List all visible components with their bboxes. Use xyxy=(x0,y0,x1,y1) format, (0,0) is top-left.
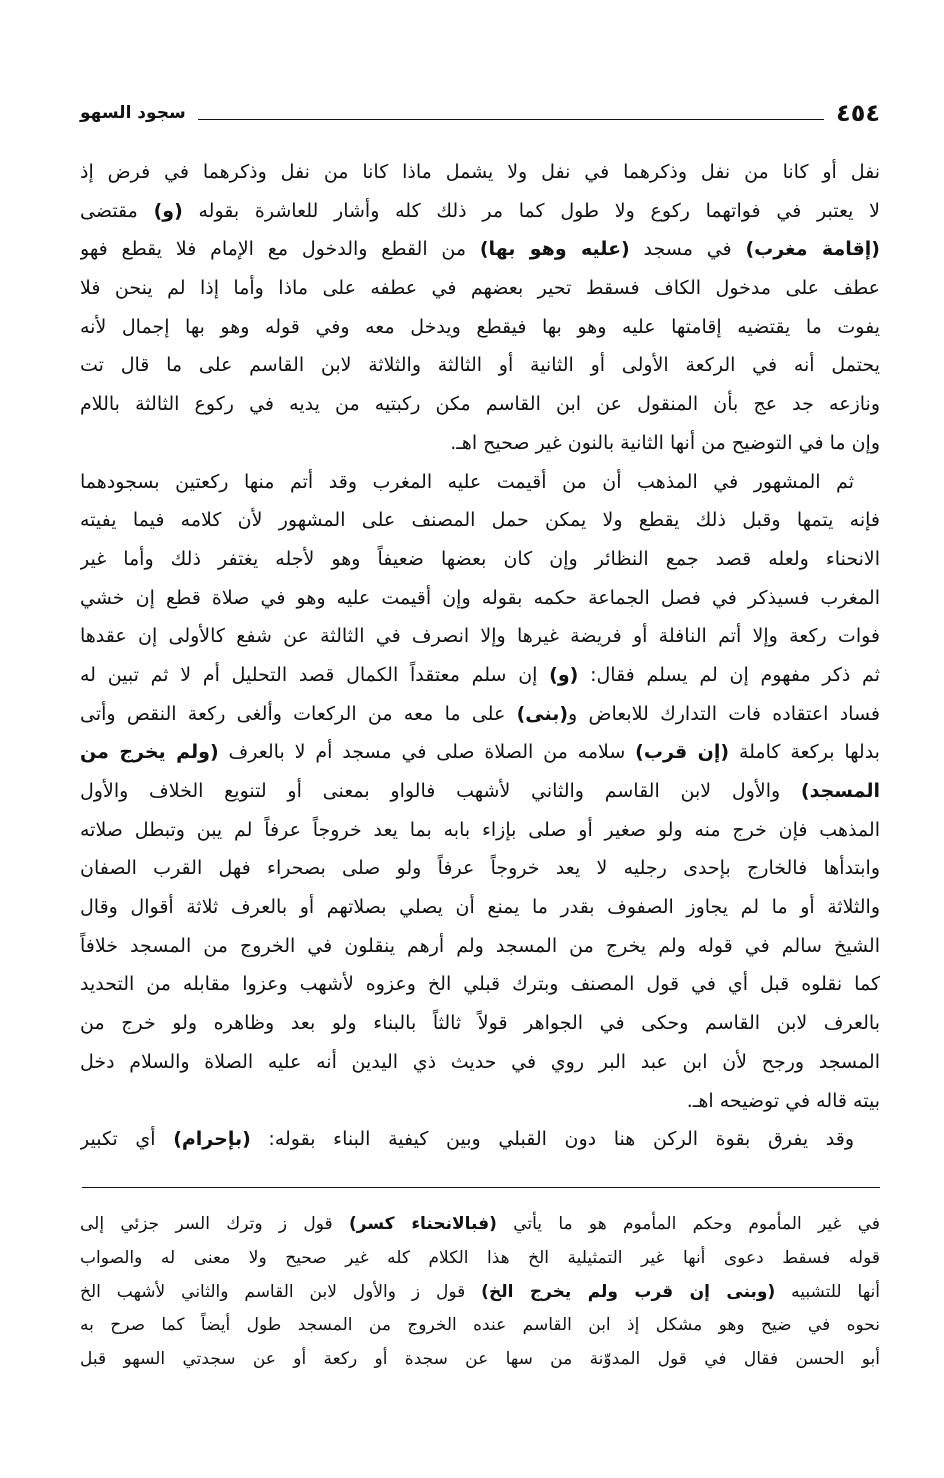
text-line xyxy=(80,385,880,424)
commentary-text: وابتدأها فالخارج بإحدى رجليه لا يعد خروجاً عرفاً ولو صلى بصحراء فهل القرب الصفان xyxy=(80,857,880,880)
text-line xyxy=(80,230,880,269)
commentary-text: والأول لابن القاسم والثاني لأشهب فالواو بمعنى أو لتنويع الخلاف والأول xyxy=(80,780,801,802)
commentary-text: قوله فسقط دعوى أنها غير التمثيلية الخ هذا الكلام كله غير صحيح ولا معنى له والصواب xyxy=(80,1247,880,1268)
footnote-separator xyxy=(82,1187,880,1188)
commentary-text: بالعرف لابن القاسم وحكى في الجواهر قولاً ثالثاً بالبناء ولو بعد وظاهره ولو خرج من xyxy=(80,1012,880,1035)
text-line xyxy=(80,192,880,231)
text-line xyxy=(80,153,880,192)
text-line xyxy=(80,1082,880,1121)
commentary-text: والثلاثة أو ما لم يجاوز الصفوف بقدر ما يمنع أن يصلي بصلاتهم أو بالعرف ثلاثة أقوال وقال xyxy=(80,896,880,919)
text-line xyxy=(80,269,880,308)
matn-quote: المسجد) xyxy=(800,780,880,802)
commentary-text: سلامه من الصلاة صلى في مسجد أم لا بالعرف xyxy=(218,741,636,764)
matn-quote: (فبالانحناء كسر) xyxy=(349,1214,497,1234)
text-line xyxy=(80,579,880,618)
matn-quote: (عليه وهو بها) xyxy=(479,238,630,261)
text-line xyxy=(80,1043,880,1082)
text-line xyxy=(80,927,880,966)
paragraph xyxy=(80,1120,880,1159)
text-line xyxy=(80,1242,880,1276)
commentary-text: ثم ذكر مفهوم إن لم يسلم فقال: xyxy=(578,663,880,686)
commentary-text: من القطع والدخول مع الإمام فلا يقطع فهو xyxy=(80,238,480,261)
commentary-text: المسجد ورجح لأن ابن عبد البر روي في حديث ذي اليدين أنه عليه الصلاة والسلام دخل xyxy=(80,1050,880,1073)
text-line xyxy=(80,308,880,347)
text-line xyxy=(80,849,880,888)
commentary-text: أي تكبير xyxy=(80,1128,174,1151)
matn-quote: (ولم يخرج من xyxy=(80,741,219,764)
matn-quote: (بإحرام) xyxy=(173,1128,251,1151)
commentary-text: فإنه يتمها وقبل ذلك يقطع ولا يمكن حمل المصنف على المشهور لأن كلامه فيما يفيته xyxy=(80,509,880,532)
text-line xyxy=(80,811,880,850)
commentary-text: على ما معه من الركعات وألغى ركعة النقص وأتى xyxy=(80,702,517,725)
text-line xyxy=(80,1343,880,1377)
text-line xyxy=(80,965,880,1004)
paragraph xyxy=(80,463,880,1121)
page-number: ٤٥٤ xyxy=(836,99,880,127)
text-line xyxy=(80,656,880,695)
page-header xyxy=(80,94,880,128)
commentary-text: وإن ما في التوضيح من أنها الثانية بالنون غير صحيح اهـ. xyxy=(450,431,880,454)
commentary-text: مقتضى xyxy=(80,199,154,222)
text-line xyxy=(80,1004,880,1043)
text-line xyxy=(80,1208,880,1242)
commentary-text: بدلها بركعة كاملة xyxy=(729,741,880,764)
text-line xyxy=(80,695,880,734)
commentary-text: نفل أو كانا من نفل وذكرهما في نفل ولا يشمل ماذا كانا من نفل وذكرهما في فرض إذ xyxy=(80,161,880,183)
footnotes xyxy=(80,1208,880,1377)
paragraph xyxy=(80,153,880,463)
commentary-text: أنها للتشبيه xyxy=(775,1281,880,1302)
text-line xyxy=(80,1276,880,1310)
matn-quote: (و) xyxy=(153,199,183,222)
text-line xyxy=(80,463,880,502)
commentary-text: قول ز والأول لابن القاسم والثاني لأشهب الخ xyxy=(80,1281,482,1302)
text-line xyxy=(80,540,880,579)
commentary-text: بيته قاله في توضيحه اهـ. xyxy=(686,1089,880,1112)
text-line xyxy=(80,1309,880,1343)
commentary-text: الشيخ سالم في قوله ولم يخرج من المسجد ولم أرهم ينقلون في الخروج من المسجد خلافاً xyxy=(80,934,880,957)
commentary-text: في مسجد xyxy=(629,238,746,261)
text-line xyxy=(80,424,880,463)
main-text xyxy=(80,153,880,1159)
text-line xyxy=(80,772,880,811)
commentary-text: ونازعه جد عج بأن المنقول عن ابن القاسم مكن ركبتيه من يديه في ركوع الثالثة باللام xyxy=(80,393,880,416)
commentary-text: ثم المشهور في المذهب أن من أقيمت عليه المغرب وقد أتم منها ركعتين بسجودهما xyxy=(80,470,854,493)
text-line xyxy=(80,733,880,772)
running-title: سجود السهو xyxy=(80,103,186,123)
commentary-text: لا يعتبر في فواتهما ركوع ولا طول كما مر ذلك كله وأشار للعاشرة بقوله xyxy=(182,199,880,222)
commentary-text: أبو الحسن فقال في قول المدوّنة من سها عن سجدة أو ركعة أو عن سجدتي السهو قبل xyxy=(80,1349,880,1370)
commentary-text: الانحناء ولعله قصد جمع النظائر وإن كان بعضها ضعيفاً وهو لأجله يغتفر ذلك وأما غير xyxy=(80,547,880,570)
commentary-text: فوات ركعة وإلا أتم النافلة أو فريضة غيرها وإلا انصرف في الثالثة عن شفع كالأولى إن عقدها xyxy=(80,625,880,648)
commentary-text: يحتمل أنه في الركعة الأولى أو الثانية أو الثالثة والثلاثة لابن القاسم على ما قال تت xyxy=(80,354,880,377)
matn-quote: (و) xyxy=(549,663,579,686)
commentary-text: في غير المأموم وحكم المأموم هو ما يأتي xyxy=(496,1214,880,1234)
commentary-text: المذهب فإن خرج منه ولو صغير أو صلى بإزاء بابه بما يعد خروجاً عرفاً لم يبن وتبطل صلاته xyxy=(80,818,880,841)
text-line xyxy=(80,501,880,540)
matn-quote: (بنى) xyxy=(516,702,569,725)
commentary-text: يفوت ما يقتضيه إقامتها عليه وهو بها فيقطع ويدخل معه وفي قوله وهو بها إجمال لأنه xyxy=(80,315,880,338)
text-line xyxy=(80,617,880,656)
text-line xyxy=(80,888,880,927)
matn-quote: (وبنى إن قرب ولم يخرج الخ) xyxy=(481,1281,776,1302)
commentary-text: نحوه في ضيح وهو مشكل إذ ابن القاسم عنده الخروج من المسجد طول أيضاً كما صرح به xyxy=(80,1315,880,1336)
commentary-text: وقد يفرق بقوة الركن هنا دون القبلي وبين كيفية البناء بقوله: xyxy=(250,1128,854,1151)
commentary-text: المغرب فسيذكر في فصل الجماعة حكمه بقوله وإن أقيمت عليه وهو في صلاة قطع إن خشي xyxy=(80,586,880,609)
commentary-text: قول ز وترك السر جزئي إلى xyxy=(80,1214,349,1234)
text-line xyxy=(80,346,880,385)
commentary-text: كما نقلوه قبل أي في قول المصنف وبترك قبلي الخ وعزوه لأشهب وعزوا مقابله من التحديد xyxy=(80,973,880,996)
matn-quote: (إن قرب) xyxy=(635,741,730,764)
matn-quote: (إقامة مغرب) xyxy=(745,238,880,261)
commentary-text: فساد اعتقاده فات التدارك للابعاض و xyxy=(568,702,880,725)
commentary-text: عطف على مدخول الكاف فسقط تحير بعضهم في عطفه على ماذا وأما إذا لم ينحن فلا xyxy=(80,277,880,300)
commentary-text: إن سلم معتقداً الكمال قصد التحليل أم لا ثم تبين له xyxy=(80,663,550,686)
text-line xyxy=(80,1120,880,1159)
header-rule xyxy=(198,119,824,120)
